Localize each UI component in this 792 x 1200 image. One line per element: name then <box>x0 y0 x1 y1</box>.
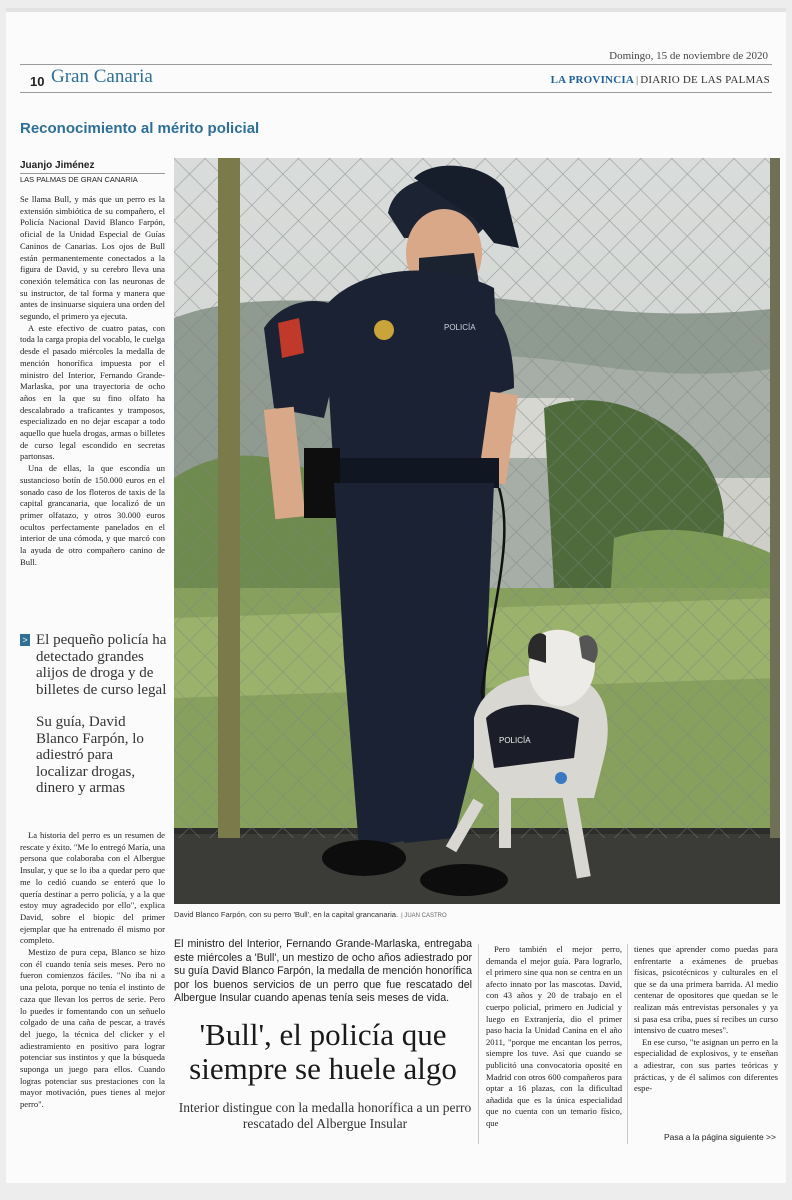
pullquote-arrow-icon: > <box>20 634 30 646</box>
paragraph: En ese curso, "te asignan un perro en la especialidad de explosivos, y te enseñan a adiestrar, con sus partes teóricas y prácticas, y de él salimos con diferentes espe- <box>634 1036 778 1094</box>
column-rule <box>627 944 628 1144</box>
paragraph: Se llama Bull, y más que un perro es la extensión simbiótica de su compañero, el Policía Nacional David Blanco Farpón, oficial de la Unidad Especial de Guías Caninos de Canarias. Los ojos de Bull están permanentemente conectados a la figura de David, y su cerebro lleva una conexión telemática con las neuronas de su instructor, de tal forma y manera que antes de insinuarse siquiera una orden del segundo, el primero ya ejecuta. <box>20 194 165 322</box>
photo-illustration <box>174 158 780 904</box>
photo-credit: | JUAN CASTRO <box>401 913 447 919</box>
article-lead: El ministro del Interior, Fernando Grande-Marlaska, entregaba este miércoles a 'Bull', un mestizo de ocho años adiestrado por su guía David Blanco Farpón, la medalla de mención honorífica por los buenos servicios de un perro que fue rescatado del Albergue Insular cuando apenas tenía seis meses de vida. <box>174 938 472 1004</box>
paragraph: Pero también el mejor perro, demanda el mejor guía. Para lograrlo, el primero sine qua non se centra en un afecto innato por las mascotas. David, con 43 años y 20 de trabajo en el cuerpo policial, primero en Judicial y luego en Extranjería, dio el primer paso hacia la Unidad Canina en el año 2011, "porque me encantan los perros, siempre los tuve. Así que cuando se publicitó una convocatoria oposité en Madrid con otros 600 compañeros para optar a 16 plazas, con la dificultad añadida que es la única especialidad que no cuenta con un temario físico, que <box>486 944 622 1128</box>
masthead-separator: | <box>635 74 639 86</box>
article-kicker: Reconocimiento al mérito policial <box>20 120 260 137</box>
header-rule-top <box>20 64 772 65</box>
article-photo <box>174 158 780 904</box>
pullquote-2: Su guía, David Blanco Farpón, lo adiestró para localizar drogas, dinero y armas <box>36 714 144 796</box>
newspaper-page <box>6 8 786 1183</box>
masthead <box>551 74 770 86</box>
paragraph: La historia del perro es un resumen de rescate y éxito. "Me lo entregó María, una persona que colaboraba con el Albergue Insular, y que se lo iba a quedar pero que me lo cedió cuando se enteró que lo quería destinar a perro policía, y a la que estoy muy agradecido por ello", explica David, sobre el biopic del primer ejemplar que ha entrenado él mismo por completo. <box>20 830 165 946</box>
pull-quotes <box>20 632 168 797</box>
caption-text: David Blanco Farpón, con su perro 'Bull', en la capital grancanaria. <box>174 910 399 919</box>
byline <box>20 160 165 184</box>
photo-caption <box>174 910 447 919</box>
continued-link[interactable]: Pasa a la página siguiente >> <box>663 1132 776 1142</box>
body-column-4 <box>634 944 778 1144</box>
article-headline: 'Bull', el policía que siempre se huele algo <box>189 1017 457 1086</box>
pullquote-1: El pequeño policía ha detectado grandes alijos de droga y de billetes de curso legal <box>36 632 167 698</box>
column-rule <box>478 944 479 1144</box>
brand-subtitle: DIARIO DE LAS PALMAS <box>640 74 770 86</box>
brand-name: LA PROVINCIA <box>550 74 634 86</box>
section-title: Gran Canaria <box>51 66 153 87</box>
paragraph: tienes que aprender como puedas para enfrentarte a exámenes de pruebas físicas, psicotécnicos y culturales en el que se da una primera barrida. Al medio centenar de opositores que quedan se le realizan más entrevistas personales y ya si pasa esa criba, pues sí recibes un curso intensivo de cuatro meses". <box>634 944 778 1036</box>
paragraph: Una de ellas, la que escondía un sustancioso botín de 150.000 euros en el sonado caso de los floteros de taxis de la capital grancanaria, que localizó de un primer olfatazo, y otros 30.000 euros ocultos perfectamente panelados en el interior de una cómoda, y que marcó con la ayuda de otro compañero canino de Bull. <box>20 463 165 567</box>
header-rule-bottom <box>20 92 772 93</box>
uniform-text: POLICÍA <box>444 323 476 332</box>
top-border <box>6 8 786 12</box>
article-subhead: Interior distingue con la medalla honorífica a un perro rescatado del Albergue Insular <box>178 1100 472 1131</box>
dog-vest-text: POLICÍA <box>499 736 531 745</box>
body-column-1b <box>20 830 165 1156</box>
body-column-1 <box>20 194 165 624</box>
page-number: 10 <box>30 74 45 89</box>
paragraph: Mestizo de pura cepa, Blanco se hizo con él cuando tenía seis meses. Pero no fueron comienzos fáciles. "No iba ni a una pelota, porque no tenía el instinto de caza que llevan los perros de serie. Pero lo puedes ir fomentando con un señuelo colgado de una caña de pescar, a través del juego, la técnica del clicker y el adiestramiento en positivo para lograr potenciar sus instintos y que la búsqueda suponga un juego para ellos. Cuando logras potenciar sus prestaciones con la mayor motivación, pues tienes al mejor perro". <box>20 947 165 1110</box>
author-name: Juanjo Jiménez <box>20 160 95 171</box>
paragraph: A este efectivo de cuatro patas, con toda la carga propia del vocablo, le cuelga desde el pasado miércoles la medalla de mención honorífica impuesta por el ministro del Interior, Fernando Grande-Marlaska, por una trayectoria de ocho años en la que su fino olfato ha descalabrado a traficantes y tramposos, especializado en no dejar escapar a todo aquello que huela drogas, armas o billetes de curso legal escondido en secretas partonsas. <box>20 322 165 462</box>
issue-date: Domingo, 15 de noviembre de 2020 <box>609 50 768 62</box>
author-location: LAS PALMAS DE GRAN CANARIA <box>20 173 165 184</box>
body-column-3 <box>486 944 622 1144</box>
